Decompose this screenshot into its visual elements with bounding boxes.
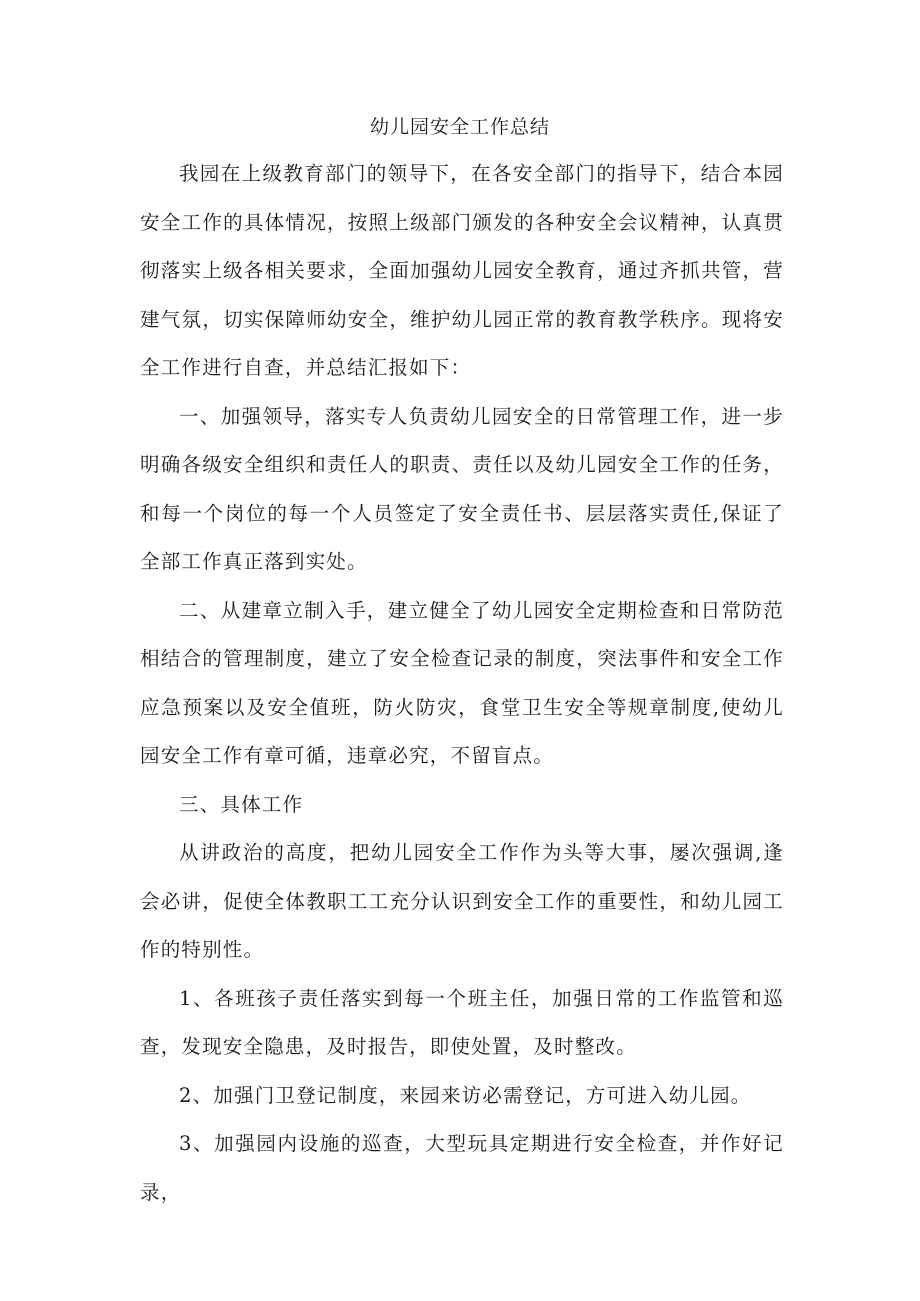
paragraph-section-1: 一、加强领导，落实专人负责幼儿园安全的日常管理工作，进一步明确各级安全组织和责任人的职责、责任以及幼儿园安全工作的任务，和每一个岗位的每一个人员签定了安全责任书、层层落实责任,保证了全部工作真正落到实处。 (140, 404, 784, 573)
document-title: 幼儿园安全工作总结 (369, 116, 550, 138)
paragraph-section-3-heading: 三、具体工作 (179, 792, 304, 816)
paragraph-item-2: 2、加强门卫登记制度，来园来访必需登记，方可进入幼儿园。 (179, 1083, 752, 1107)
paragraph-section-2: 二、从建章立制入手，建立健全了幼儿园安全定期检查和日常防范相结合的管理制度，建立了安全检查记录的制度，突法事件和安全工作应急预案以及安全值班，防火防灾，食堂卫生安全等规章制度,使幼儿园安全工作有章可循，违章必究，不留盲点。 (140, 598, 784, 767)
document-body (140, 150, 784, 1217)
paragraph-item-1: 1、各班孩子责任落实到每一个班主任，加强日常的工作监管和巡查，发现安全隐患，及时报告，即使处置，及时整改。 (140, 986, 784, 1058)
paragraph-item-3: 3、加强园内设施的巡查，大型玩具定期进行安全检查，并作好记录， (140, 1132, 784, 1204)
paragraph-intro: 我园在上级教育部门的领导下，在各安全部门的指导下，结合本园安全工作的具体情况，按照上级部门颁发的各种安全会议精神，认真贯彻落实上级各相关要求，全面加强幼儿园安全教育，通过齐抓共管，营建气氛，切实保障师幼安全，维护幼儿园正常的教育教学秩序。现将安全工作进行自查，并总结汇报如下： (140, 162, 784, 379)
paragraph-section-3-body: 从讲政治的高度，把幼儿园安全工作作为头等大事，屡次强调,逢会必讲，促使全体教职工工充分认识到安全工作的重要性，和幼儿园工作的特别性。 (140, 841, 784, 961)
